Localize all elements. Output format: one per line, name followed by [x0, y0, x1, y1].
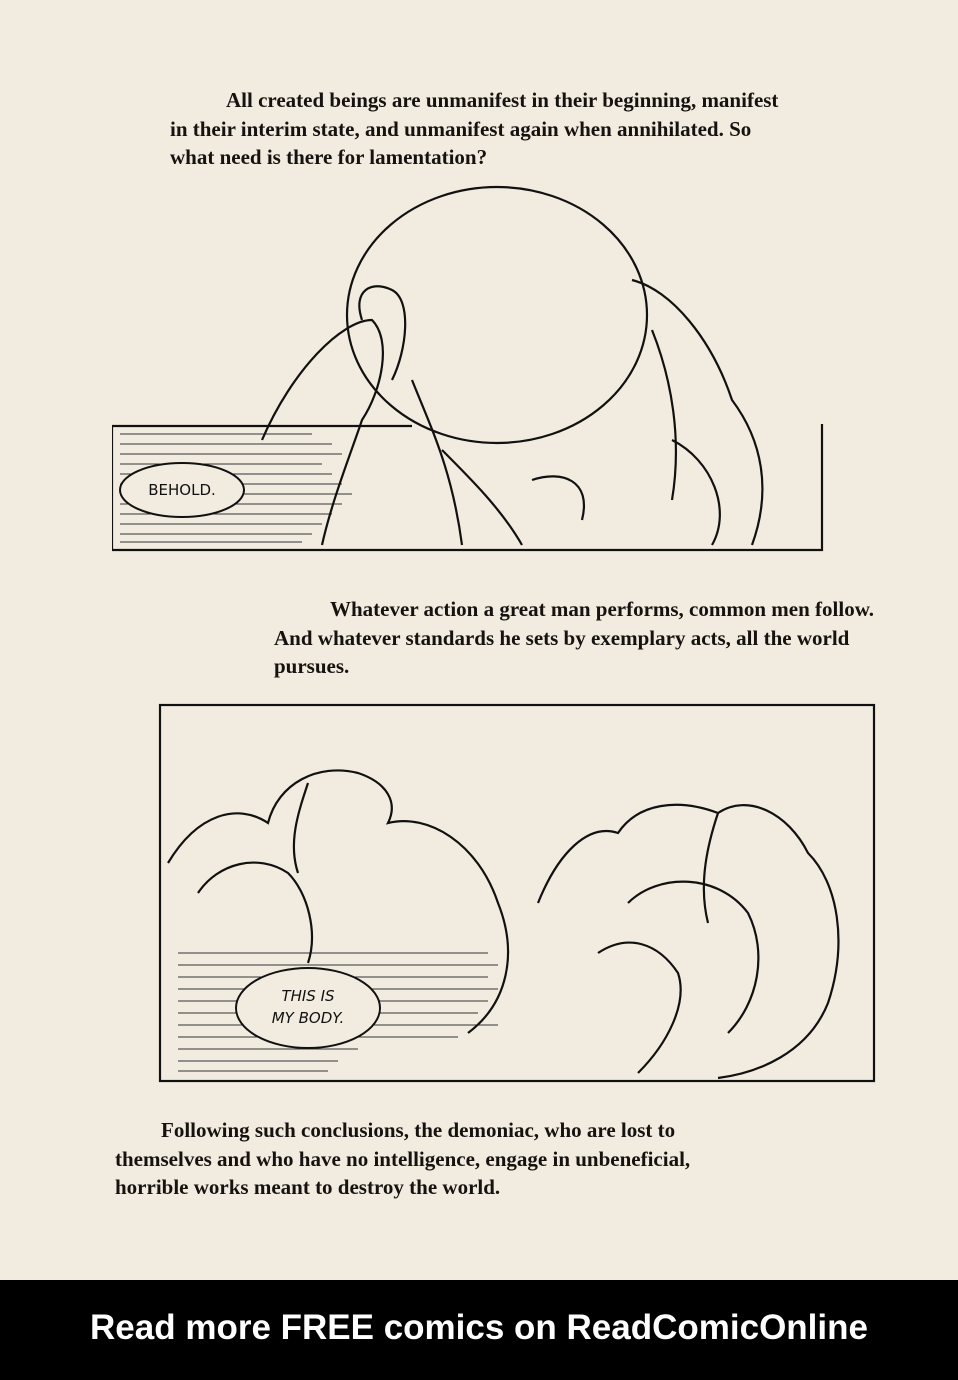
- caption-text: Following such conclusions, the demoniac, who are lost to themselves and who have no intelligence, engage in unbeneficial, horrible works meant to destroy the world.: [115, 1118, 691, 1199]
- speech-line: THIS IS: [281, 987, 335, 1005]
- promo-banner[interactable]: [0, 1280, 958, 1380]
- caption-text: Whatever action a great man performs, common men follow. And whatever standards he sets by exemplary acts, all the world pursues.: [274, 597, 874, 678]
- caption-text: All created beings are unmanifest in their beginning, manifest in their interim state, and unmanifest again when annihilated. So what need is there for lamentation?: [170, 88, 779, 169]
- comic-panel-2: [158, 703, 876, 1086]
- speech-bubble-this-is-my-body: [258, 985, 358, 1029]
- caption-2: [274, 595, 904, 681]
- comic-panel-1: [112, 180, 824, 552]
- caption-1: [170, 86, 800, 172]
- promo-banner-text[interactable]: Read more FREE comics on ReadComicOnline: [90, 1308, 868, 1347]
- speech-line: MY BODY.: [271, 1009, 345, 1027]
- caption-3: [115, 1116, 745, 1202]
- speech-bubble-behold: BEHOLD.: [148, 481, 216, 499]
